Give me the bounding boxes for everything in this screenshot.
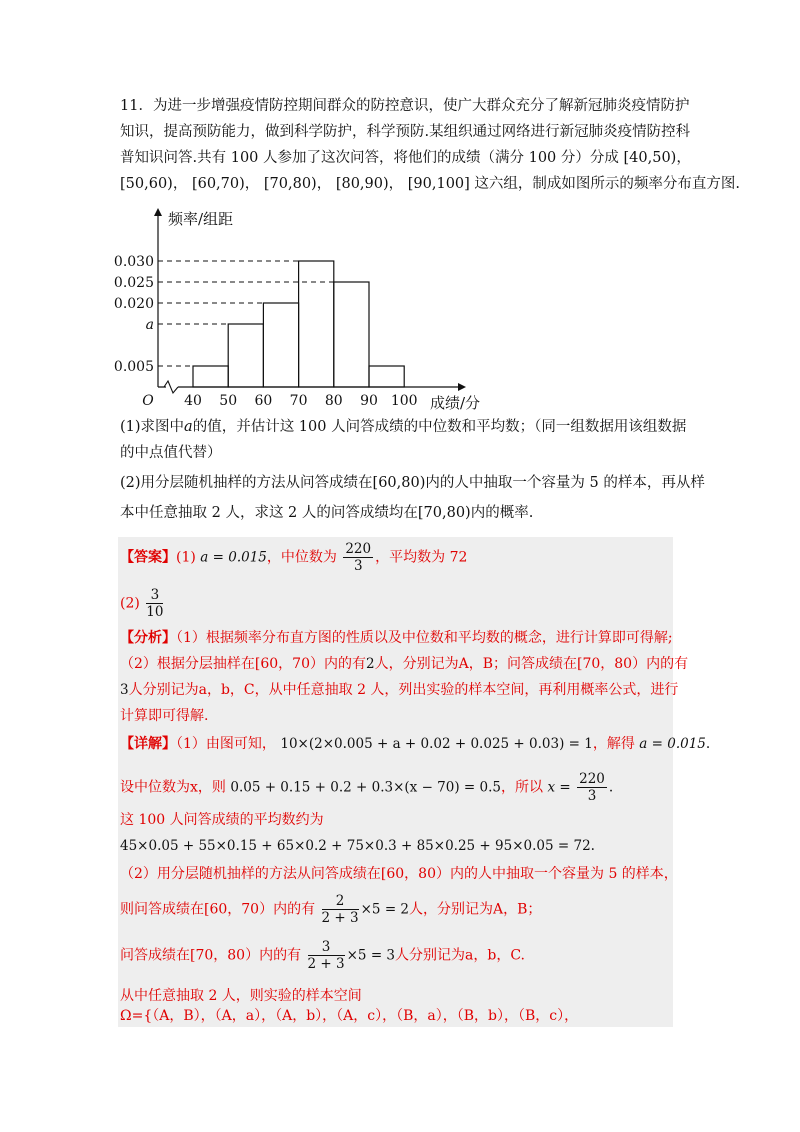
- question-line-4-tail: 这六组，制成如图所示的频率分布直方图.: [474, 176, 741, 192]
- answer-label: 【答案】: [120, 549, 176, 566]
- interval-60-80: [60,80): [372, 475, 426, 491]
- subquestion-1-part-a: (1)求图中: [120, 419, 185, 435]
- detail-period-4: .: [590, 838, 595, 854]
- detail-equation-1-solution: a = 0.015: [639, 736, 706, 752]
- detail-line-2: [120, 771, 613, 804]
- subquestion-1-part-b: 的值，并估计这 100 人问答成绩的中位数和平均数；（同一组数据用该组数据: [192, 419, 687, 435]
- x-tick-label-3: 70: [289, 393, 308, 409]
- detail-stratum-2-fraction: [308, 939, 345, 972]
- subquestion-2-part-a: (2)用分层随机抽样的方法从问答成绩在: [120, 475, 373, 491]
- answer-line-1: [120, 541, 467, 574]
- analysis-count-3: 3: [120, 682, 129, 698]
- interval-60-70: [60,70): [191, 176, 245, 192]
- answer-1-prefix: (1): [176, 549, 196, 566]
- median-denominator: 3: [353, 558, 363, 574]
- detail-stratum-2-equation: ×5 = 3: [346, 947, 396, 964]
- y-tick-label-0: 0.005: [113, 359, 154, 375]
- detail-line-4: [120, 835, 595, 854]
- analysis-line-4: 计算即可得解.: [120, 708, 209, 724]
- y-tick-label-2: 0.020: [113, 296, 154, 312]
- detail-text-7a: 问答成绩在[70，80）内的有: [120, 947, 302, 964]
- detail-stratum-2-numerator: 3: [308, 939, 345, 956]
- probability-denominator: 10: [146, 604, 164, 620]
- detail-line-6: [120, 893, 541, 926]
- detail-line-3: 这 100 人问答成绩的平均数约为: [120, 812, 324, 828]
- detail-median-numerator: 220: [579, 771, 605, 787]
- detail-line-8: 从中任意抽取 2 人，则实验的样本空间: [120, 988, 362, 1004]
- detail-text-7b: 人分别记为a，b，C.: [395, 947, 525, 964]
- x-tick-label-6: 100: [390, 393, 418, 409]
- analysis-count-2: 2: [366, 656, 375, 672]
- detail-text-1b: ，解得: [592, 736, 635, 752]
- interval-50-60: [50,60): [120, 176, 173, 192]
- detail-equation-2: 0.05 + 0.15 + 0.2 + 0.3×(x − 70) = 0.5: [230, 779, 501, 796]
- subquestion-1-line-2: 的中点值代替）: [120, 445, 222, 461]
- interval-40-50: [40,50): [623, 150, 677, 166]
- y-axis-arrow: [154, 208, 162, 216]
- detail-text-1a: （1）由图可知，: [176, 736, 276, 752]
- subquestion-2-part-b: 内的人中抽取一个容量为 5 的样本，再从样: [425, 475, 705, 491]
- question-line-1: 11．为进一步增强疫情防控期间群众的防控意识，使广大群众充分了解新冠肺炎疫情防护: [120, 98, 690, 114]
- analysis-text-2a: （2）根据分层抽样在[60，70）内的有: [120, 656, 366, 672]
- answer-1-equation: a = 0.015: [200, 549, 267, 566]
- histogram-bar-60-70: [263, 303, 298, 387]
- histogram-bar-70-80: [299, 261, 334, 387]
- detail-median-denominator: 3: [587, 788, 597, 804]
- answer-line-2: [120, 587, 165, 620]
- interval-80-90: [80,90): [335, 176, 389, 192]
- detail-stratum-1-fraction: [322, 893, 359, 926]
- analysis-text-3: 人分别记为a，b，C，从中任意抽取 2 人，列出实验的样本空间，再利用概率公式，进行: [128, 682, 679, 698]
- analysis-line-2: [120, 653, 688, 675]
- detail-equation-1: [280, 736, 592, 752]
- detail-line-7: [120, 939, 525, 972]
- answer-1-median-text: ，中位数为: [266, 549, 337, 566]
- interval-70-80-b: [70,80): [417, 505, 471, 521]
- interval-90-100: [90,100]: [407, 176, 470, 192]
- x-axis-label: 成绩/分: [430, 394, 481, 412]
- detail-stratum-1-numerator: 2: [322, 893, 359, 910]
- detail-period-2: .: [608, 779, 614, 796]
- y-tick-label-1: a: [145, 317, 154, 333]
- detail-stratum-1-equation: ×5 = 2: [360, 901, 410, 918]
- median-fraction: [343, 541, 373, 574]
- interval-70-80: [70,80): [263, 176, 317, 192]
- question-line-3-text: 普知识问答.共有 100 人参加了这次问答，将他们的成绩（满分 100 分）分成: [120, 150, 619, 166]
- x-tick-label-2: 60: [254, 393, 273, 409]
- frequency-histogram: [113, 204, 498, 412]
- answer-panel: [118, 537, 711, 1027]
- detail-line-9: Ω={（A，B），（A，a），（A，b），（A，c），（B，a），（B，b），（B，c），: [120, 1008, 579, 1024]
- y-tick-label-3: 0.025: [113, 275, 154, 291]
- analysis-line-1: [120, 627, 673, 649]
- histogram-bar-80-90: [334, 282, 369, 387]
- subquestion-2-part-c: 本中任意抽取 2 人，求这 2 人的问答成绩均在: [120, 505, 418, 521]
- histogram-bar-40-50: [193, 366, 228, 387]
- detail-line-1: [120, 733, 710, 755]
- origin-label: O: [142, 393, 154, 409]
- variable-a: a: [184, 419, 193, 435]
- detail-text-2a: 设中位数为x，则: [120, 779, 226, 796]
- probability-numerator: 3: [146, 587, 163, 604]
- question-line-2: 知识，提高预防能力，做到科学防护，科学预防.某组织通过网络进行新冠肺炎疫情防控科: [120, 124, 691, 140]
- x-tick-label-4: 80: [324, 393, 343, 409]
- probability-fraction: [146, 587, 163, 620]
- detail-label: 【详解】: [120, 736, 176, 752]
- analysis-line-3: [120, 679, 678, 701]
- detail-text-6a: 则问答成绩在[60，70）内的有: [120, 901, 316, 918]
- x-tick-label-0: 40: [184, 393, 202, 409]
- analysis-text-2b: 人，分别记为A，B；问答成绩在[70，80）内的有: [374, 656, 689, 672]
- x-axis-arrow: [458, 383, 466, 391]
- detail-period-1: .: [705, 736, 711, 752]
- detail-mean-equation: 45×0.05 + 55×0.15 + 65×0.2 + 75×0.3 + 85×0.25 + 95×0.05 = 72: [120, 838, 591, 854]
- subquestion-2-part-d: 内的概率.: [470, 505, 534, 521]
- analysis-text-1: （1）根据频率分布直方图的性质以及中位数和平均数的概念，进行计算即可得解;: [176, 630, 673, 646]
- detail-equation-1-text: 10×(2×0.005 + a + 0.02 + 0.025 + 0.03) = 1: [280, 736, 593, 752]
- question-line-4: [50,60)， [60,70)， [70,80)， [80,90)， [90,100] 这六组，制成如图所示的频率分布直方图.: [120, 176, 741, 192]
- y-tick-label-4: 0.030: [113, 254, 154, 270]
- detail-stratum-1-denominator: 2 + 3: [321, 910, 359, 926]
- median-numerator: 220: [345, 541, 372, 557]
- question-line-3: 普知识问答.共有 100 人参加了这次问答，将他们的成绩（满分 100 分）分成 [40,50)，: [120, 150, 691, 166]
- subquestions: [120, 416, 705, 524]
- histogram-bar-50-60: [228, 324, 263, 387]
- subquestion-2-line-2: [120, 502, 660, 524]
- subquestion-2-line-1: [120, 472, 705, 494]
- analysis-label: 【分析】: [120, 630, 176, 646]
- detail-text-6b: 人，分别记为A，B；: [409, 901, 542, 918]
- question-block: [120, 95, 741, 195]
- detail-x-equals: x =: [547, 779, 571, 796]
- detail-stratum-2-denominator: 2 + 3: [307, 956, 345, 972]
- histogram-bar-90-100: [369, 366, 404, 387]
- x-tick-label-5: 90: [360, 393, 378, 409]
- answer-1-mean-text: ，平均数为 72: [375, 549, 468, 566]
- answer-2-prefix: (2): [120, 595, 140, 612]
- y-axis-label: 频率/组距: [168, 210, 234, 228]
- detail-line-5: （2）用分层随机抽样的方法从问答成绩在[60，80）内的人中抽取一个容量为 5 的样本，: [120, 866, 678, 882]
- subquestion-1-line-1: [120, 416, 687, 438]
- x-tick-label-1: 50: [219, 393, 238, 409]
- detail-text-2b: ，所以: [501, 779, 543, 796]
- detail-median-fraction: [577, 771, 607, 804]
